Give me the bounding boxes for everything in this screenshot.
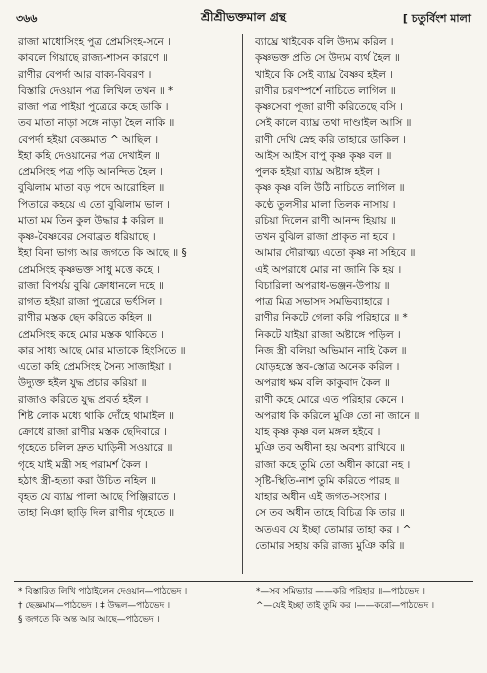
verse-line: সেই কালে ব্যাঘ্র তথা দাণ্ডাইল আসি ॥ xyxy=(255,117,412,130)
verse-line: প্রেমসিংহ কৃষ্ণভক্ত সাধু মত্তে কহে । xyxy=(18,263,160,276)
verse-line: ইহা কহি দেওয়ানের পত্র দেখাইল ॥ xyxy=(18,149,160,162)
verse-line: বেপর্দা হইয়া বেজ্ঞমাত ^ আছিল । xyxy=(18,133,159,146)
verse-line: নিজ স্ত্রী বলিয়া অভিমান নাহি কৈল ॥ xyxy=(255,344,407,357)
page-number: ৩৬৬ xyxy=(16,12,38,25)
verse-line: কাবলে গিয়াছে রাজ্য-শাসন কারণে ॥ xyxy=(18,52,168,65)
verse-line: কৃষ্ণভক্ত প্রতি সে উদ্যম ব্যর্থ হৈল ॥ xyxy=(255,52,400,65)
verse-line: প্রেমসিংহ পত্র পড়ি আনন্দিত হৈল । xyxy=(18,166,163,178)
verse-line: উদ্যুক্ত হইল যুদ্ধ প্রচার করিয়া ॥ xyxy=(18,377,147,390)
verse-line: এই অপরাধে মোর না জানি কি হয় । xyxy=(255,263,402,276)
chapter-label: [ চতুর্বিংশ মালা xyxy=(402,12,471,25)
verse-line: রচিয়া দিলেন রাণী আনন্দ হিয়ায় ॥ xyxy=(255,214,396,227)
verse-line: অপরাধ কি করিলে মুঞি তো না জানে ॥ xyxy=(255,409,420,422)
verse-line: শিষ্ট লোক মধ্যে থাকি দোঁহে থামাইল ॥ xyxy=(18,409,175,422)
verse-line: রাজা পত্র পাইয়া পুত্রেরে কহে ডাকি । xyxy=(18,101,169,113)
verse-line: কৃষ্ণ-বৈষ্ণবের সেবাব্রত ধরিয়াছে । xyxy=(18,231,156,243)
verse-line: পিতারে কহয়ে এ তো বুঝিলাম ভাল । xyxy=(18,198,170,211)
verse-line: রাজা মাধোসিংহ পুত্র প্রেমসিংহ-সনে । xyxy=(18,36,171,48)
verse-line: বৃহত যে ব্যাঘ্র পালা আছে পিঞ্জিরাতে । xyxy=(18,491,176,503)
verse-line: রাণী কহে মোরে এত পরিহার কেনে । xyxy=(255,393,404,406)
verse-line: রাজা বিপর্যয় বুঝি ক্রোধানলে দহে ॥ xyxy=(18,279,164,292)
verse-line: হঠাৎ স্ত্রী-হত্যা করা উচিত নহিল ॥ xyxy=(18,474,156,487)
verse-line: বুঝিলাম মাতা বড় পদে আরোহিল ॥ xyxy=(18,182,165,195)
verse-line: সে তব অধীন তাহে বিচিত্র কি তার ॥ xyxy=(255,507,405,520)
verse-line: গৃহেতে চলিল দ্রুত ঘাড়িনী সওয়ারে ॥ xyxy=(18,442,173,455)
footnotes xyxy=(14,581,473,642)
footnote-line: ^—যেই ইচ্ছা তাই তুমি কর ।——করো—পাঠভেদ । xyxy=(256,601,435,611)
verse-line: কৃষ্ণ কৃষ্ণ বলি উঠি নাচিতে লাগিল ॥ xyxy=(255,182,405,195)
verse-line: আমার দৌরাত্ম্য এতো কৃষ্ণ না সহিবে ॥ xyxy=(255,247,416,260)
verse-line: খাইবে কি সেই ব্যাঘ্র বৈষ্ণব হইল । xyxy=(255,68,393,81)
column-divider xyxy=(242,34,243,574)
verse-line: রাণীর বেপর্দা আর বাক্য-বিবরণ । xyxy=(18,68,152,81)
verse-line: রাজাও করিতে যুদ্ধ প্রবর্ত হইল । xyxy=(18,393,149,406)
verse-line: তখন বুঝিল রাজা প্রাকৃত না হবে । xyxy=(255,231,396,243)
footnote-line: § জগতে কি অন্ত আর আছে—পাঠভেদ । xyxy=(18,615,160,625)
verse-line: যোড়হস্তে স্তব-স্তোত্র অনেক করিল । xyxy=(255,361,400,373)
verse-line: ইহা বিনা ভাগ্য আর জগতে কি আছে ॥ § xyxy=(18,247,187,260)
verse-line: এতো কহি প্রেমসিংহ সৈন্য সাজাইয়া । xyxy=(18,361,172,373)
verse-line: মাতা মম তিন কুল উদ্ধার ‡ করিল ॥ xyxy=(18,214,164,227)
verse-line: কার সাধ্য আছে মোর মাতাকে হিংসিতে ॥ xyxy=(18,344,186,357)
verse-line: প্রেমসিংহ কহে মোর মস্তক থাকিতে । xyxy=(18,328,164,341)
verse-line: রাণীর চরণস্পর্শে নাচিতে লাগিল ॥ xyxy=(255,84,396,97)
footnote-line: † ছেজ্ঞমাম—পাঠভেদ । ‡ উদ্ধল—পাঠভেদ । xyxy=(18,601,171,611)
verse-line: আইস আইস বাপু কৃষ্ণ কৃষ্ণ বল ॥ xyxy=(255,149,392,162)
verse-line: তোমার সহায় করি রাজ্য মুঞি করি ॥ xyxy=(255,539,405,552)
footnotes-right xyxy=(256,585,481,613)
verse-line: কণ্ঠে তুলসীর মালা তিলক নাসায় । xyxy=(255,198,396,211)
verse-line: রাণীর নিকটে গেলা করি পরিহারে ॥ * xyxy=(255,312,408,325)
verse-line: যাহার অধীন এই জগত-সংসার । xyxy=(255,491,388,503)
verse-line: বিস্তারি দেওয়ান পত্র লিখিল তখন ॥ * xyxy=(18,84,174,97)
verse-line: পাত্র মিত্র সভাসদ সমভিব্যাহারে । xyxy=(255,296,390,308)
footnote-line: *—সব সমিভ্যার ——করি পরিহার ॥—পাঠভেদ । xyxy=(256,587,425,597)
verse-line: কৃষ্ণসেবা পূজা রাণী করিতেছে বসি । xyxy=(255,101,403,113)
footnote-line: * বিস্তারিত লিখি পাঠাইলেন দেওয়ান—পাঠভেদ । xyxy=(18,587,188,597)
verse-line: রাজা কহে তুমি তো অধীন কারো নহ । xyxy=(255,458,411,471)
verse-line: গৃহে যাই মন্ত্রী সহ পরামর্শ কৈল । xyxy=(18,458,148,471)
verse-line: অপরাধ ক্ষম বলি কাকুবাদ কৈল ॥ xyxy=(255,377,390,390)
footnotes-left xyxy=(18,585,243,627)
left-column xyxy=(18,34,240,522)
verse-line: রাণী দেখি স্নেহ করি তাহারে ডাকিল । xyxy=(255,133,407,146)
verse-line: মুঞি তব অধীনা হয় অবশ্য রাখিবে ॥ xyxy=(255,442,406,455)
verse-line: বিচারিলা অপরাধ-ভঞ্জন-উপায় ॥ xyxy=(255,279,390,292)
verse-line: সৃষ্টি-স্থিতি-নাশ তুমি করিতে পারহ ॥ xyxy=(255,474,400,487)
verse-line: তাহা নিঞা ছাড়ি দিল রাণীর গৃহেতে ॥ xyxy=(18,507,175,520)
right-column xyxy=(255,34,477,554)
book-title: শ্রীশ্রীভক্তমাল গ্রন্থ xyxy=(201,10,286,24)
verse-line: তব মাতা নাড়া সঙ্গে নাড়া হৈল নাকি ॥ xyxy=(18,117,175,130)
verse-line: রাণীর মস্তক ছেদ করিতে কহিল ॥ xyxy=(18,312,152,325)
verse-line: নিকটে যাইয়া রাজা অষ্টাঙ্গে পড়িল । xyxy=(255,328,401,341)
verse-line: পুলক হইয়া ব্যাঘ্র অষ্টাঙ্গ হইল । xyxy=(255,166,381,178)
verse-line: ব্যাঘ্রে খাইবেক বলি উদ্যম করিল । xyxy=(255,36,394,48)
page-header xyxy=(14,8,473,28)
verse-line: ক্রোধে রাজা রাণীর মস্তক ছেদিবারে । xyxy=(18,426,168,438)
verse-line: অতএব যে ইচ্ছা তোমার তাহা কর । ^ xyxy=(255,523,412,536)
verse-line: রাগত হইয়া রাজা পুত্রেরে ভর্ৎসিল । xyxy=(18,296,163,308)
verse-line: যাহ কৃষ্ণ কৃষ্ণ বল মঙ্গল হইবে । xyxy=(255,426,381,438)
